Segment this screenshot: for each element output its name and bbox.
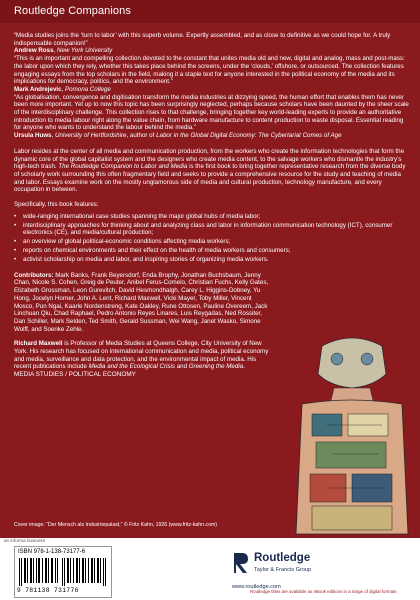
editor-bio-text: is Professor of Media Studies at Queens College, City University of New York. His research has focused on international communication and media, political economy and media, surveillance and data protection, and the environmental impact of media. His recent publications include [14, 340, 269, 371]
editor-name: Richard Maxwell [14, 340, 63, 348]
editor-bio-end: . [243, 363, 245, 371]
quote-author: Ursula Huws [14, 132, 52, 140]
routledge-r-icon [232, 551, 250, 575]
book-title: The Routledge Companion to Labor and Media [58, 163, 188, 171]
feature-item: • reports on chemical environments and their effect on the health of media workers and consumers; [14, 247, 410, 255]
quote-affiliation: New York University [57, 47, 113, 55]
ebook-note: Routledge titles are available as eBook editions in a range of digital formats [250, 589, 397, 594]
features-intro: Specifically, this book features: [14, 201, 99, 209]
barcode-bars [19, 558, 107, 586]
cover-illustration [282, 334, 420, 542]
isbn: ISBN 978-1-138-73177-6 [18, 549, 86, 555]
quote-author: Mark Andrejevic [14, 85, 62, 93]
contributors [14, 272, 272, 334]
publisher-logo [232, 551, 382, 581]
editor-bio-and: and [174, 363, 189, 371]
feature-item: • wide-ranging international case studies spanning the major global hubs of media labor; [14, 213, 410, 221]
barcode-digits: 9 781138 731776 [17, 587, 79, 594]
features-list [14, 213, 410, 264]
publisher-url[interactable]: www.routledge.com [232, 584, 281, 590]
back-cover-content [14, 32, 410, 379]
feature-item: • activist scholarship on media and labor, and inspiring stories of organizing media workers. [14, 256, 410, 264]
quote-affiliation-suffix: , author of [126, 132, 157, 140]
quote-text: “As globalisation, convergence and digitisation transform the media industries at dizzying speed, the human effort that enables them has never been more important. Yet up to now this topic has been surprisingly neglected, perhaps because scholars have been daunted by the sheer scale of the interdisciplinary challenge. This collection rises to that challenge, bringing together key world-leading experts to provide an authoritative introduction to media labour right along the value chain, from hardware manufacture to content production to waste disposal. Essential reading for anyone who wants to understand the labour behind the media.” [14, 93, 409, 132]
editor-book-1: Media and the Ecological Crisis [88, 363, 175, 371]
series-title: Routledge Companions [14, 5, 131, 17]
publisher-name: Routledge [254, 552, 311, 564]
description-text: Labor resides at the center of all media and communication production, from the workers who create the information technologies that form the dynamic core of the global capitalist system and the designers who create media content, to the salvage workers who dismantle the industry’s high-tech trash. [14, 147, 405, 171]
quote-affiliation: University of Hertfordshire [54, 132, 127, 140]
quote-text: “This is an important and compelling collection devoted to the constant that unites media old and new, digital and analog, mass and post-mass: the labor upon which they rely, whether this takes place behind the screens, under the ‘clouds,’ offshore, or outsourced. The collection features engaging essays from the top scholars in the field, making it a staple text for anyone interested in the political economy of the media and its implications for democracy, politics, and the environment.” [14, 55, 405, 86]
barcode [14, 546, 112, 598]
publisher-subtitle: Taylor & Francis Group [254, 567, 312, 573]
series-bar [0, 0, 420, 23]
editor-book-2: Greening the Media [188, 363, 244, 371]
subject-category: MEDIA STUDIES / POLITICAL ECONOMY [14, 371, 136, 379]
cover-image-credit: Cover image: “Der Mensch als Industriepalast,” © Fritz Kahn, 1926 (www.fritz-kahn.com) [14, 522, 218, 528]
quote-text: “Media studies joins the ‘turn to labor’ with this superb volume. Expertly assembled, and as close to definitive as we could hope for. A truly indispensable companion!” [14, 32, 391, 47]
editor-bio [14, 340, 272, 371]
quote-affiliation: Pomona College [65, 85, 111, 93]
quote-book-title: Labor in the Global Digital Economy: The Cybertariat Comes of Age [156, 132, 342, 140]
informa-label: an informa business [4, 538, 46, 543]
contributors-label: Contributors: [14, 271, 54, 279]
feature-item: • an overview of global political-economic conditions affecting media workers; [14, 238, 410, 246]
quote-3: “As globalisation, convergence and digitisation transform the media industries at dizzying speed, the human effort that enables them has never been more important. Yet up to now this topic has been surprisingly neglected, perhaps because scholars have been daunted by the sheer scale of the interdisciplinary challenge. This collection rises to that challenge, bringing together key world-leading experts to provide an authoritative introduction to media labour right along the value chain, from hardware manufacture to content production to waste disposal. Essential reading for anyone who wants to understand the labour behind the media.” Ursula Huws, University of Hertfordshire, author of Labor in the Global Digital Economy: The Cybertariat Comes of Age [14, 93, 409, 140]
contributors-names: Mark Banks, Frank Beyersdorf, Enda Brophy, Jonathan Buchsbaum, Jenny Chan, Nicole S. Cohen, Greig de Peuter, Anibel Ferus-Comelo, Christian Fuchs, Kelly Gates, Elizabeth Grossman, Leon Gurevitch, David Hesmondhalgh, Carey L. Higgins-Dobney, Yu Hong, Jocelyn Horner, John A. Lent, Richard Maxwell, Vicki Mayer, Toby Miller, Vincent Mosco, Pun Ngai, Kaarle Nordenstreng, Kate Oakley, Rune Ottosen, Pauline Overeem, Jack Linchuan Qiu, Chad Raphael, Pedro Antonio Reyes Linares, Luis Reygadas, Ned Rossiter, Dan Schiller, Mark Selden, Ted Smith, Gerald Sussman, Wei Wang, Janet Wasko, Simone Wolff, and Soenke Zehle. [14, 271, 269, 333]
description-text-cont: is the first book to bring together representative research from the diverse body of scholarly work surrounding this often fragmentary field and seeks to provide a comprehensive resource for the study and teaching of media and labor. Essays examine work on the mostly unglamorous side of media and cultural production, technology manufacture, and every occupation in between. [14, 163, 406, 194]
quote-2: “This is an important and compelling collection devoted to the constant that unites media old and new, digital and analog, mass and post-mass: the labor upon which they rely, whether this takes place behind the screens, under the ‘clouds,’ offshore, or outsourced. The collection features engaging essays from the top scholars in the field, making it a staple text for anyone interested in the political economy of the media and its implications for democracy, politics, and the environment.” Mark Andrejevic, Pomona College [14, 55, 405, 93]
feature-item: • interdisciplinary approaches for thinking about and analyzing class and labor in information communication technology (ICT), consumer electronics (CE), and media/cultural production; [14, 222, 410, 237]
quote-author: Andrew Ross [14, 47, 54, 55]
description-paragraph [14, 148, 410, 194]
quote-1: “Media studies joins the ‘turn to labor’ with this superb volume. Expertly assembled, and as close to definitive as we could hope for. A truly indispensable companion!” Andrew Ross, New York University [14, 32, 391, 55]
